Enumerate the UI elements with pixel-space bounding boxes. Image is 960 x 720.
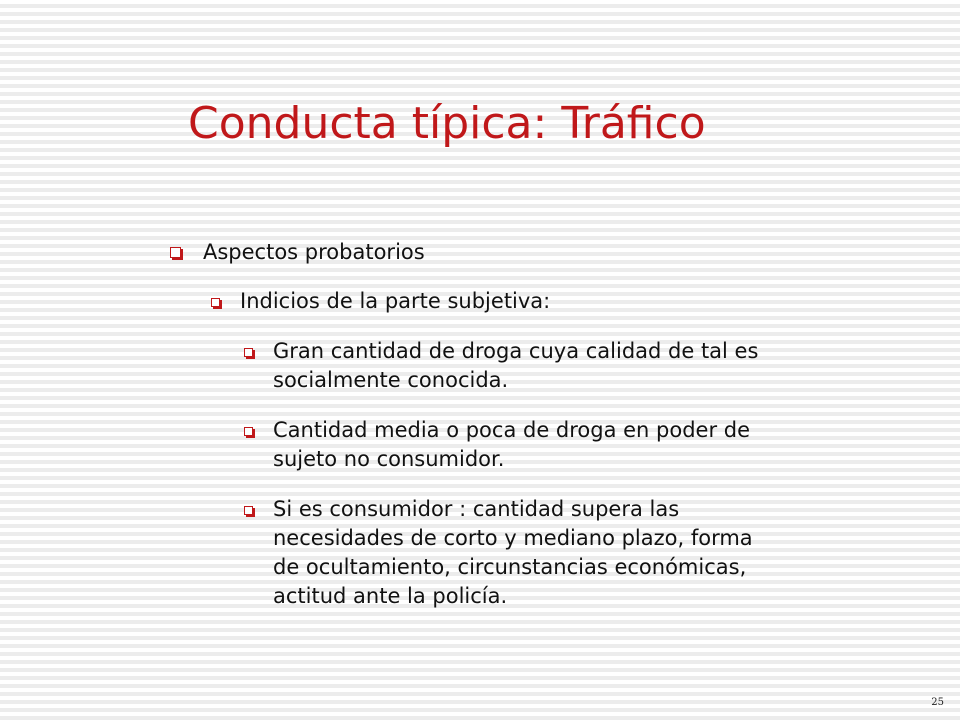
page-number: 25 — [931, 697, 944, 708]
bullet-level-3 — [244, 495, 783, 611]
bullet-level-2 — [211, 287, 550, 316]
bullet-level-3 — [244, 416, 783, 474]
checkbox-icon — [170, 247, 181, 258]
bullet-text: Gran cantidad de droga cuya calidad de tal es socialmente conocida. — [273, 339, 759, 392]
slide-title: Conducta típica: Tráfico — [188, 98, 706, 149]
checkbox-icon — [244, 348, 253, 357]
checkbox-icon — [211, 298, 220, 307]
bullet-text: Indicios de la parte subjetiva: — [240, 289, 551, 313]
bullet-level-1 — [170, 238, 425, 267]
bullet-text: Si es consumidor : cantidad supera las necesidades de corto y mediano plazo, forma de ocultamiento, circunstancias económicas, actitud ante la policía. — [273, 497, 753, 608]
bullet-text: Aspectos probatorios — [203, 240, 425, 264]
bullet-level-3 — [244, 337, 783, 395]
checkbox-icon — [244, 427, 253, 436]
checkbox-icon — [244, 506, 253, 515]
bullet-text: Cantidad media o poca de droga en poder de sujeto no consumidor. — [273, 418, 751, 471]
